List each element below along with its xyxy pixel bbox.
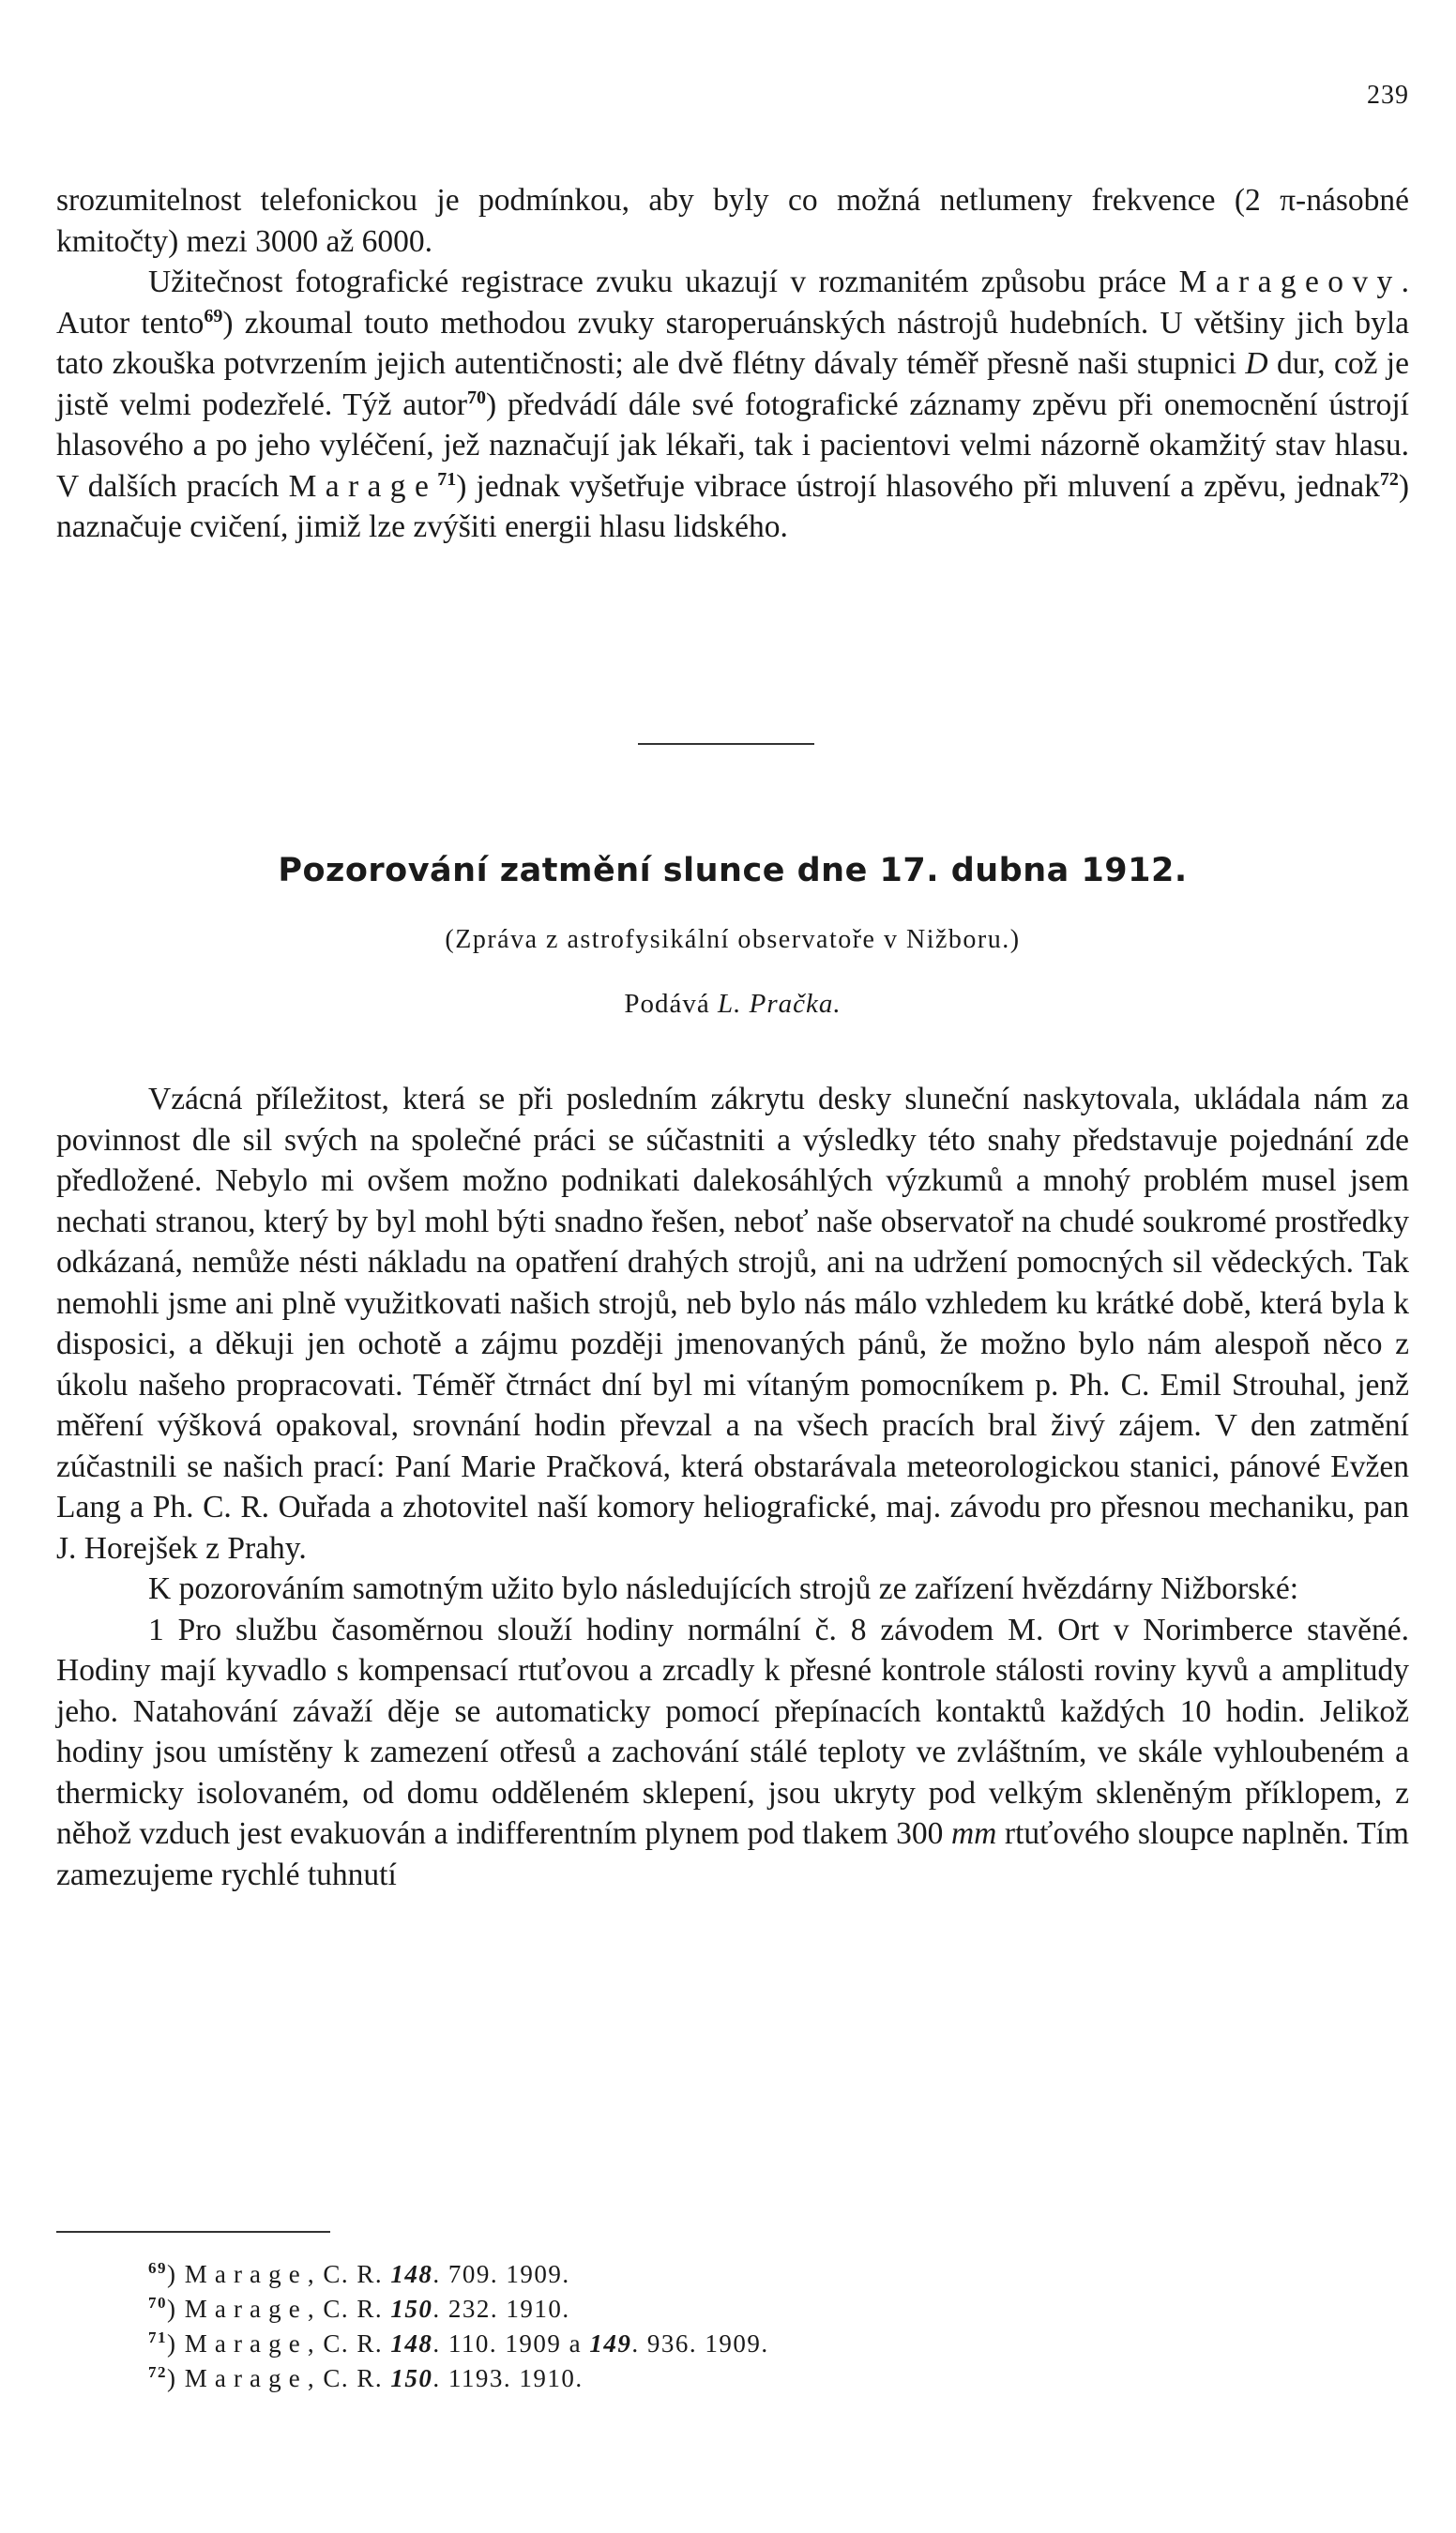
text-run: ) naznačuje cvičení, jimiž lze zvýšiti energii hlasu lidského. (56, 468, 1410, 544)
footnote-paren: ) (167, 2260, 185, 2288)
footnote-paren: ) (167, 2295, 185, 2323)
footnote-author: Marage (184, 2295, 308, 2323)
footnote-text: , C. R. (307, 2364, 391, 2392)
footnote-text: . 232. 1910. (432, 2295, 570, 2323)
article-subtitle: (Zpráva z astrofysikální observatoře v Nižboru.) (445, 925, 1021, 954)
section-divider (638, 743, 814, 745)
footnote-text: , C. R. (307, 2260, 391, 2288)
continued-text-block (56, 180, 1409, 548)
footnote-volume: 150 (390, 2364, 433, 2392)
footnotes (148, 2257, 769, 2396)
footnote-volume: 148 (390, 2329, 433, 2358)
footnote-reference[interactable]: 71 (437, 468, 457, 490)
footnote-paren: ) (167, 2364, 185, 2392)
paragraph-continued (56, 180, 1409, 262)
paragraph-intro: Vzácná příležitost, která se při posledním zákrytu desky sluneční naskytovala, ukládala nám za povinnost dle sil svých na společné práci se súčastniti a výsledky této snahy představuje pojednání zde předložené. Nebylo mi ovšem možno podnikati dalekosáhlých výzkumů a mnohý problém musel jsem nechati stranou, který by byl mohl býti snadno řešen, neboť naše observatoř na chudé soukromé prostředky odkázaná, nemůže nésti nákladu na opatření drahých strojů, ani na udržení pomocných sil vědeckých. Tak nemohli jsme ani plně využitkovati našich strojů, neb bylo nás málo vzhledem ku krátké době, která byla k disposici, a děkuji jen ochotě a zájmu později jmenovaných pánů, že možno bylo nám alespoň něco z úkolu našeho propracovati. Téměř čtrnáct dní byl mi vítaným pomocníkem p. Ph. C. Emil Strouhal, jenž měření výšková opakoval, srovnání hodin převzal a na všech pracích bral živý zájem. V den zatmění zúčastnili se našich prací: Paní Marie Pračková, která obstarávala meteorologickou stanici, pánové Evžen Lang a Ph. C. R. Ouřada a zhotovitel naší komory heliografické, maj. závodu pro přesnou mechaniku, pan J. Horejšek z Prahy. (56, 1082, 1409, 1566)
footnote-separator (56, 2231, 330, 2233)
text-run: srozumitelnost telefonickou je podmínkou, aby byly co možná netlumeny frekvence (2 π-násobné kmitočty) mezi 3000 až 6000. (56, 183, 1409, 259)
footnote-text: . 936. 1909. (631, 2329, 769, 2358)
byline-author: L. Pračka. (718, 989, 842, 1019)
text-run: ) zkoumal touto methodou zvuky staroperuánských nástrojů hudebních. U většiny jich byla tato zkouška potvrzením jejich autentičnosti; ale dvě flétny dávaly téměř přesně naši stupnici (56, 305, 1409, 381)
footnote-reference[interactable]: 70 (467, 387, 487, 408)
author-name-spaced: Marageovy (1178, 265, 1402, 299)
footnote-volume: 149 (589, 2329, 632, 2358)
italic-symbol: D (1245, 346, 1268, 381)
footnote-volume: 150 (390, 2295, 433, 2323)
footnote-number: 70 (148, 2294, 167, 2312)
text-run: dur, což je jistě velmi podezřelé. Týž autor (56, 346, 1409, 422)
author-name-spaced: Marage (288, 468, 438, 504)
footnote-author: Marage (184, 2260, 308, 2288)
text-run: ) jednak vyšetřuje vibrace ústrojí hlasového při mluvení a zpěvu, jednak (456, 468, 1380, 504)
footnote-text: , C. R. (307, 2295, 391, 2323)
footnote-number: 71 (148, 2328, 167, 2346)
footnote-text: , C. R. (307, 2329, 391, 2358)
text-run: . Autor tento (56, 265, 1409, 341)
page-number: 239 (1367, 81, 1409, 110)
text-run: ) předvádí dále své fotografické záznamy zpěvu při onemocnění ústrojí hlasového a po jeho vyléčení, jež naznačují jak lékaři, tak i pacientovi velmi názorně okamžitý stav hlasu. V dalších pracích (56, 387, 1409, 504)
footnote-70 (148, 2292, 769, 2327)
footnote-69 (148, 2257, 769, 2292)
footnote-paren: ) (167, 2329, 185, 2358)
italic-unit: mm (950, 1816, 997, 1851)
document-page (56, 0, 1409, 2533)
footnote-author: Marage (184, 2329, 308, 2358)
footnote-text: . 110. 1909 a (432, 2329, 590, 2358)
footnote-71 (148, 2327, 769, 2361)
footnote-text: . 709. 1909. (432, 2260, 570, 2288)
footnote-reference[interactable]: 69 (204, 305, 223, 326)
paragraph-clock (56, 1610, 1409, 1896)
footnote-72 (148, 2361, 769, 2396)
paragraph-instruments: K pozorováním samotným užito bylo následujících strojů ze zařízení hvězdárny Nižborské: (148, 1571, 1299, 1606)
text-run: rtuťového sloupce naplněn. Tím zamezujeme rychlé tuhnutí (56, 1816, 1409, 1892)
paragraph-marage (56, 262, 1409, 548)
footnote-volume: 148 (390, 2260, 433, 2288)
footnote-text: . 1193. 1910. (432, 2364, 584, 2392)
footnote-reference[interactable]: 72 (1379, 468, 1399, 490)
article-body (56, 1079, 1409, 1895)
footnote-author: Marage (184, 2364, 308, 2392)
text-run: 1 Pro službu časoměrnou slouží hodiny normální č. 8 závodem M. Ort v Norimberce stavěné. Hodiny mají kyvadlo s kompensací rtuťovou a zrcadly k přesné kontrole stálosti roviny kyvů a amplitudy jeho. Natahování závaží děje se automaticky pomocí přepínacích kontaktů každých 10 hodin. Jelikož hodiny jsou umístěny k zamezení otřesů a zachování stálé teploty ve zvláštním, ve skále vyhloubeném a thermicky isolovaném, od domu odděleném sklepení, jsou ukryty pod velkým skleněným příklopem, z něhož vzduch jest evakuován a indifferentním plynem pod tlakem 300 (56, 1612, 1409, 1851)
footnote-number: 72 (148, 2363, 167, 2381)
article-title: Pozorování zatmění slunce dne 17. dubna 1912. (278, 852, 1188, 889)
text-run: Užitečnost fotografické registrace zvuku ukazují v rozmanitém způsobu práce (148, 265, 1179, 299)
footnote-number: 69 (148, 2259, 167, 2277)
byline-prefix: Podává (624, 989, 718, 1019)
article-byline (56, 989, 1409, 1020)
